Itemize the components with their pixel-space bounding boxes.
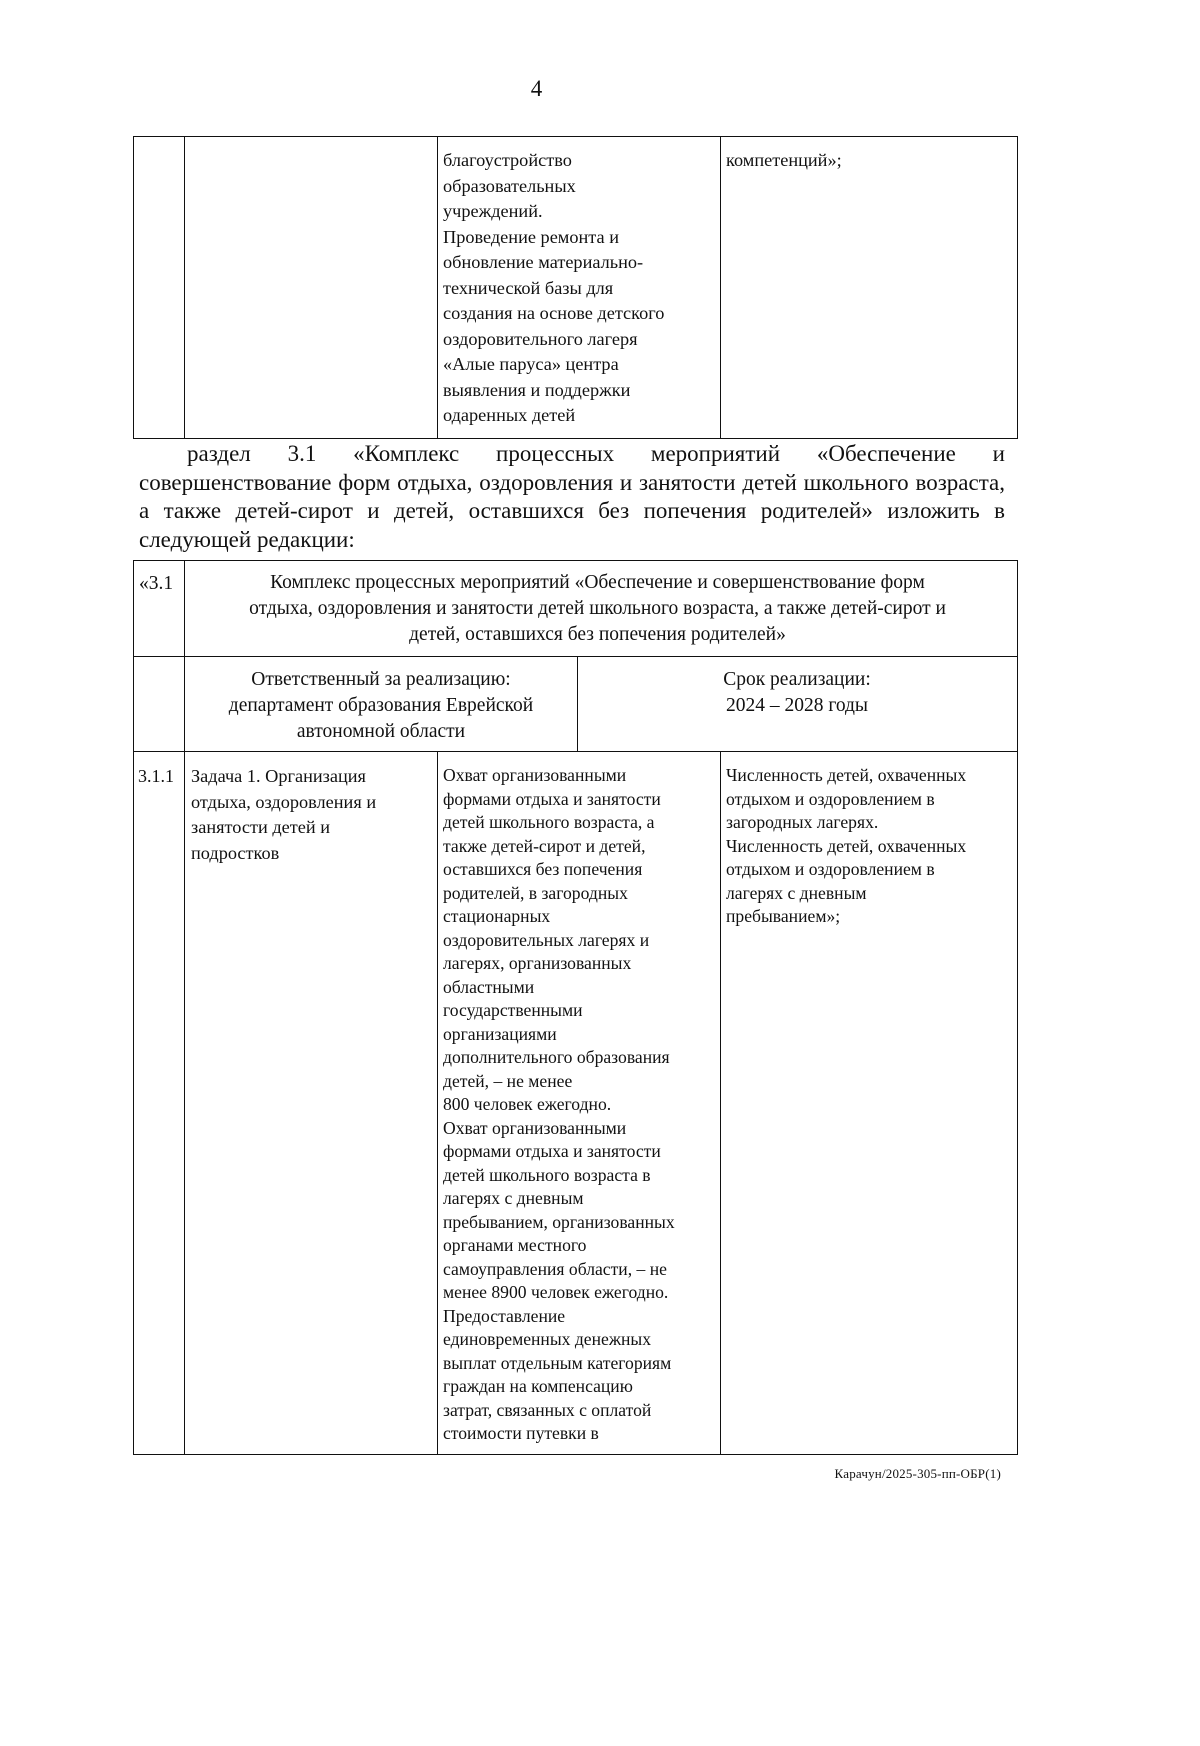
amendment-paragraph: раздел 3.1 «Комплекс процессных мероприятий «Обеспечение и совершенствование форм отдыха, оздоровления и занятости детей школьного возраста, а также детей-сирот и детей, оставшихся без попечения родителей» изложить в следующей редакции: [139,441,1005,552]
measures-cell: благоустройство образовательных учреждений. Проведение ремонта и обновление материально- технической базы для создания на основе детского оздоровительного лагеря «Алые паруса» центра выявления и поддержки одаренных детей [443,150,665,425]
section-title: Комплекс процессных мероприятий «Обеспечение и совершенствование форм отдыха, оздоровления и занятости детей школьного возраста, а также детей-сирот и детей, оставшихся без попечения родителей» [249,572,946,645]
table-divider [720,751,721,1454]
table-divider [134,656,1017,657]
document-code: Карачун/2025-305-пп-ОБР(1) [834,1466,1001,1481]
table-divider [437,751,438,1454]
section-table [133,560,1018,1455]
section-number: «3.1 [139,573,174,594]
page-number: 4 [530,76,543,101]
table-divider [184,137,185,438]
term-cell: Срок реализации: 2024 – 2028 годы [723,669,871,716]
table-divider [437,137,438,438]
table-divider [577,656,578,751]
results-cell: Охват организованными формами отдыха и занятости детей школьного возраста, а также детей-сирот и детей, оставшихся без попечения родителей, в загородных стационарных оздоровительных лагерях и лагерях, организованных областными государственными организациями дополнительного образования детей, – не менее 800 человек ежегодно. Охват организованными формами отдыха и занятости детей школьного возраста в лагерях с дневным пребыванием, организованных органами местного самоуправления области, – не менее 8900 человек ежегодно. Предоставление единовременных денежных выплат отдельным категориям граждан на компенсацию затрат, связанных с оплатой стоимости путевки в [443,765,675,1443]
indicators-cell: Численность детей, охваченных отдыхом и оздоровлением в загородных лагерях. Численность детей, охваченных отдыхом и оздоровлением в лагерях с дневным пребыванием»; [726,765,967,926]
indicators-cell: компетенций»; [726,150,842,170]
responsible-cell: Ответственный за реализацию: департамент образования Еврейской автономной области [228,669,534,742]
task-cell: Задача 1. Организация отдыха, оздоровления и занятости детей и подростков [191,766,377,863]
table-divider [184,561,185,1454]
table-divider [134,751,1017,752]
table-divider [720,137,721,438]
continued-table [133,136,1018,439]
row-number: 3.1.1 [138,766,174,786]
